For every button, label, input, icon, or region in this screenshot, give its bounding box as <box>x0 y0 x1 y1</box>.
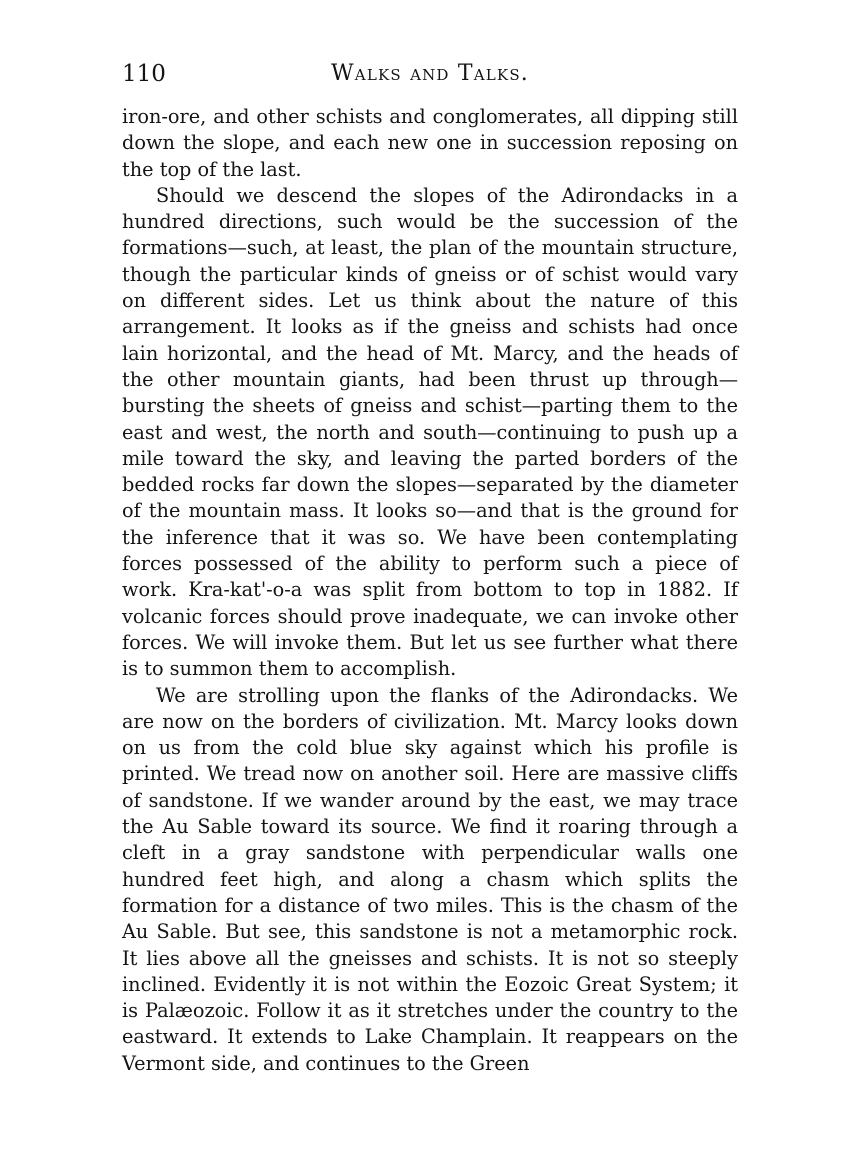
page-number: 110 <box>122 61 166 87</box>
paragraph: Should we descend the slopes of the Adirondacks in a hundred directions, such would be the succession of the formations—such, at least, the plan of the mountain structure, though the particular kinds of gneiss or of schist would vary on different sides. Let us think about the nature of this arrangement. It looks as if the gneiss and schists had once lain horizontal, and the head of Mt. Marcy, and the heads of the other mountain giants, had been thrust up through—bursting the sheets of gneiss and schist—parting them to the east and west, the north and south—continuing to push up a mile toward the sky, and leaving the parted borders of the bedded rocks far down the slopes—separated by the diameter of the mountain mass. It looks so—and that is the ground for the inference that it was so. We have been contemplating forces possessed of the ability to perform such a piece of work. Kra-kat'-o-a was split from bottom to top in 1882. If volcanic forces should prove inadequate, we can invoke other forces. We will invoke them. But let us see further what there is to summon them to accomplish. <box>122 183 738 681</box>
body-text <box>122 104 738 1077</box>
paragraph: We are strolling upon the flanks of the Adirondacks. We are now on the borders of civilization. Mt. Marcy looks down on us from the cold blue sky against which his profile is printed. We tread now on another soil. Here are massive cliffs of sandstone. If we wander around by the east, we may trace the Au Sable toward its source. We find it roaring through a cleft in a gray sandstone with perpendicular walls one hundred feet high, and along a chasm which splits the formation for a distance of two miles. This is the chasm of the Au Sable. But see, this sandstone is not a metamorphic rock. It lies above all the gneisses and schists. It is not so steeply inclined. Evidently it is not within the Eozoic Great System; it is Palæozoic. Follow it as it stretches under the country to the eastward. It extends to Lake Champlain. It reappears on the Vermont side, and continues to the Green <box>122 683 738 1075</box>
running-title: Walks and Talks. <box>330 61 529 86</box>
paragraph-continued: iron-ore, and other schists and conglomerates, all dipping still down the slope, and each new one in succession reposing on the top of the last. <box>122 105 738 181</box>
running-head <box>122 58 738 90</box>
